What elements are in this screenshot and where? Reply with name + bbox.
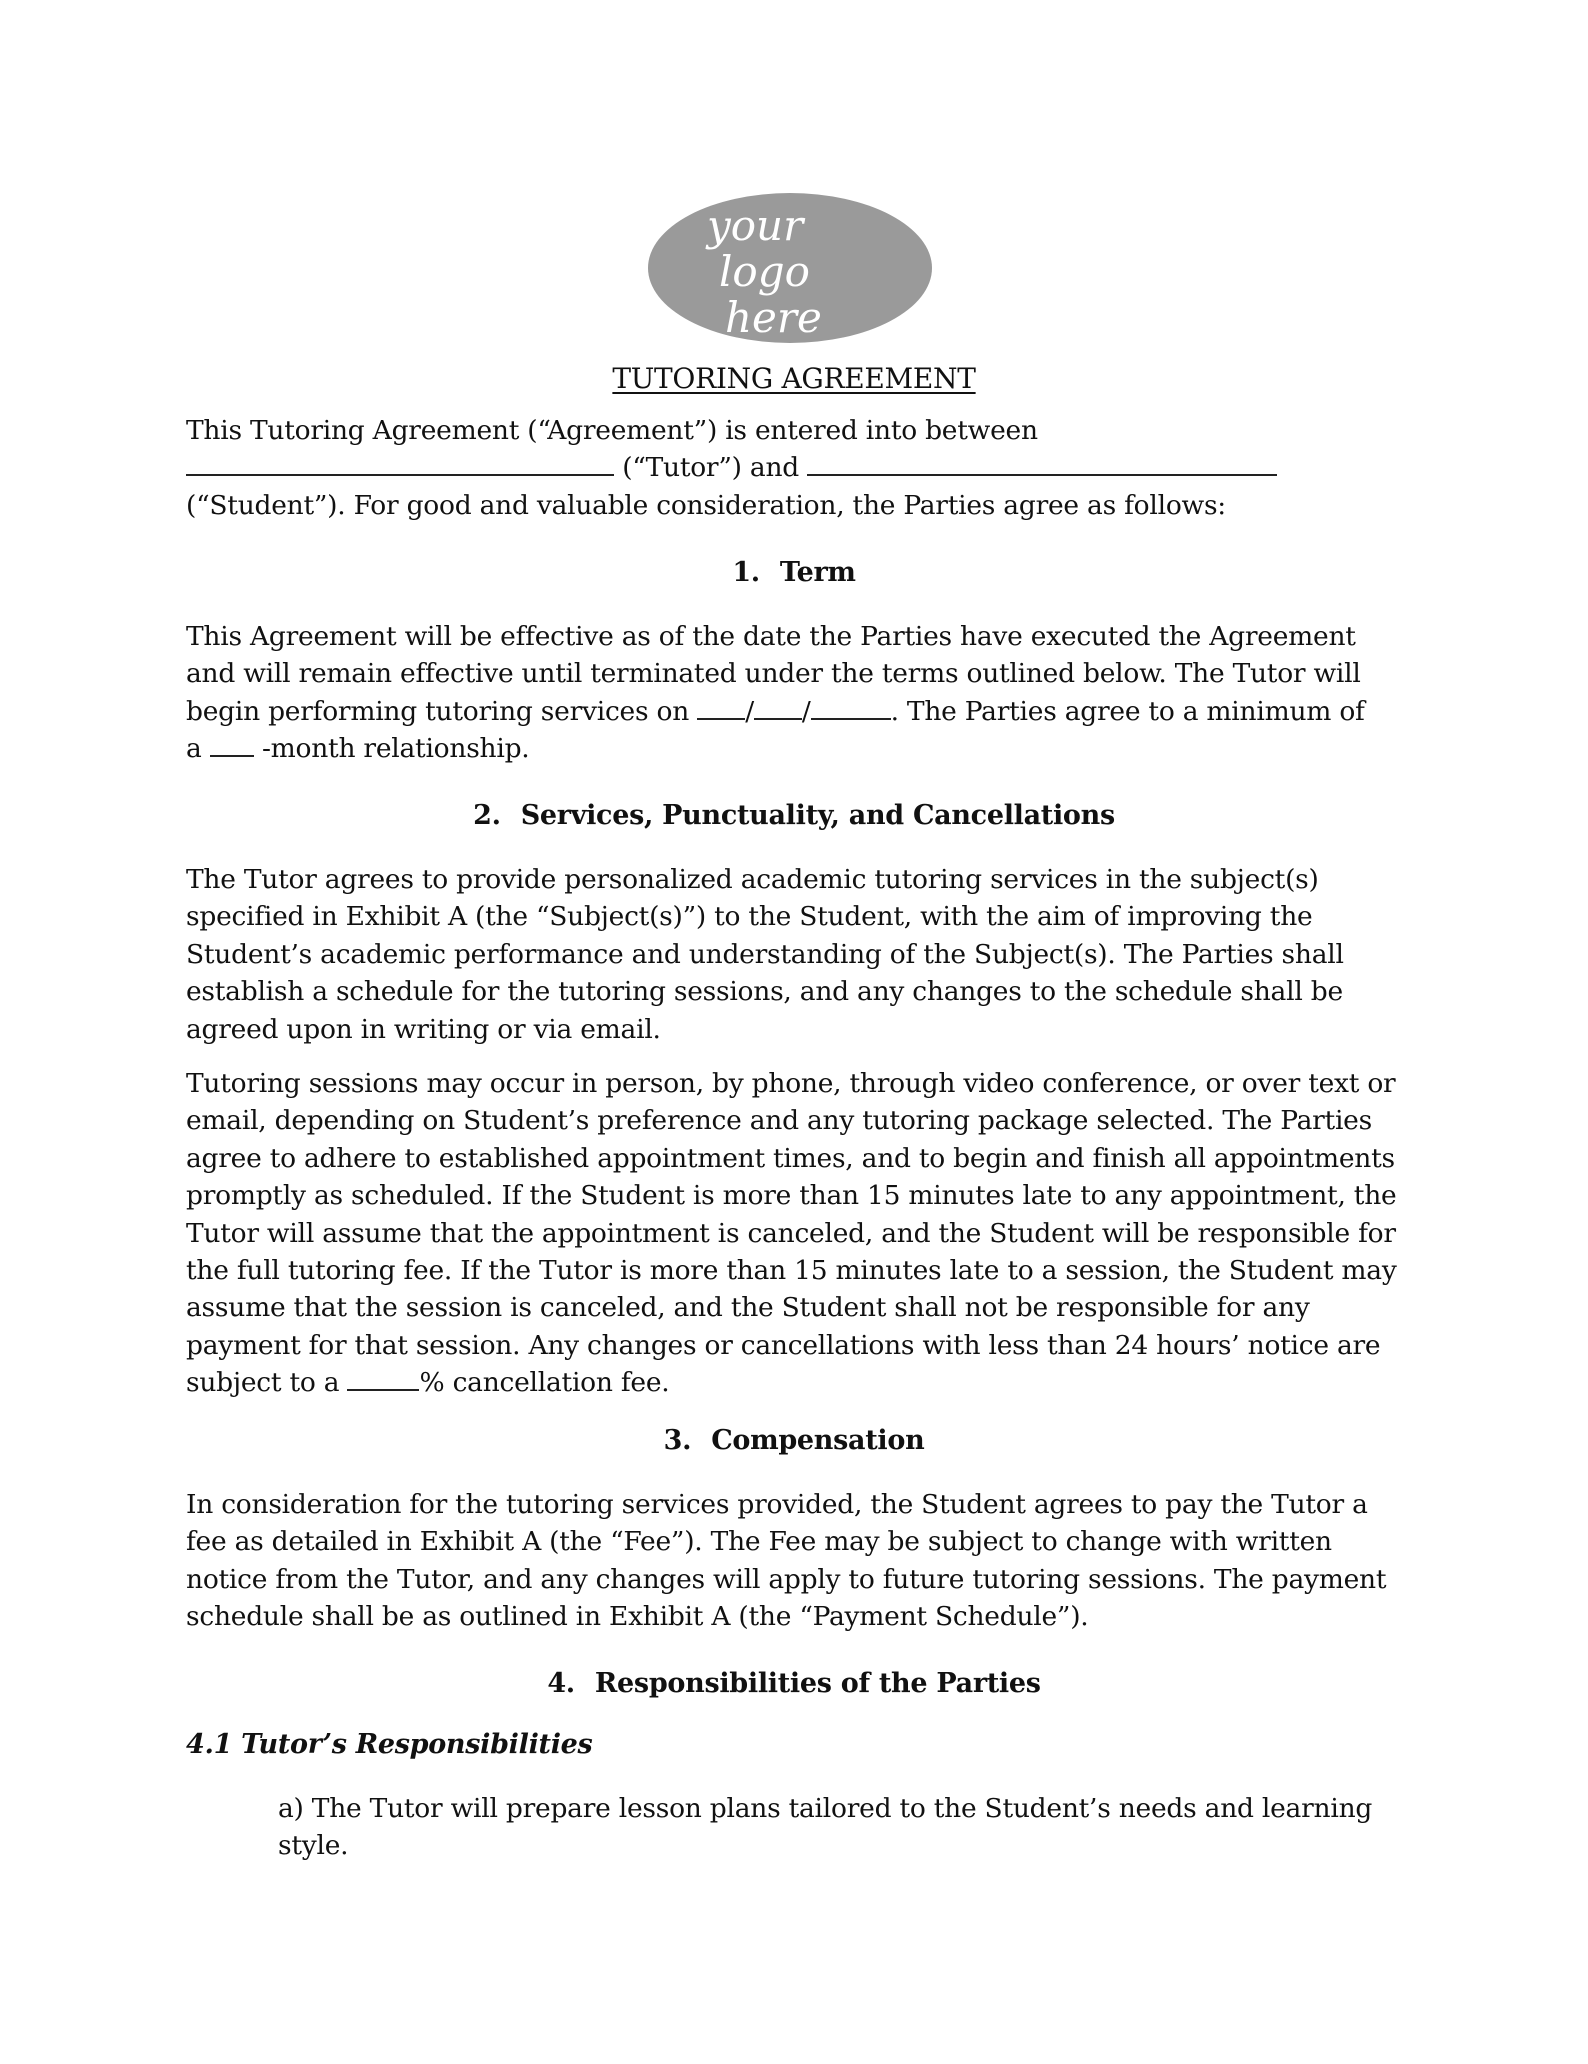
intro-line-2 [186,449,1426,486]
student-name-blank[interactable] [807,450,1277,476]
section-number: 4. [547,1668,575,1699]
section-number: 3. [663,1425,692,1456]
term-line-2: and will remain effective until terminated under the terms outlined below. The Tutor will [186,658,1361,690]
services-p1-line: agreed upon in writing or via email. [186,1013,661,1045]
intro-line-3: (“Student”). For good and valuable consideration, the Parties agree as follows: [186,489,1226,521]
section-title: Term [779,557,856,588]
services-p1-line: The Tutor agrees to provide personalized academic tutoring services in the subject(s) [186,864,1319,895]
intro-tutor-label: (“Tutor”) and [622,452,799,484]
section-title: Compensation [711,1425,925,1456]
services-p1-line: specified in Exhibit A (the “Subject(s)”) to the Student, with the aim of improving the [186,901,1313,933]
section-heading-compensation [0,1425,1588,1456]
section-heading-responsibilities [0,1668,1588,1699]
section-heading-term [0,557,1588,588]
services-p2-line: agree to adhere to established appointment times, and to begin and finish all appointments [186,1142,1395,1174]
term-paragraph [186,618,1426,768]
term-line-3-tail: . The Parties agree to a minimum of [890,695,1365,727]
start-day-blank[interactable] [754,694,802,720]
term-line-3 [186,693,1426,730]
services-p2-line: payment for that session. Any changes or cancellations with less than 24 hours’ notice are [186,1329,1381,1361]
compensation-line: notice from the Tutor, and any changes will apply to future tutoring sessions. The payment [186,1563,1387,1595]
start-year-blank[interactable] [811,694,891,720]
compensation-line: fee as detailed in Exhibit A (the “Fee”). The Fee may be subject to change with written [186,1526,1332,1558]
subheading-tutor-responsibilities: 4.1 Tutor’s Responsibilities [186,1729,593,1760]
services-p1-line: Student’s academic performance and understanding of the Subject(s). The Parties shall [186,938,1344,970]
term-line-1: This Agreement will be effective as of the date the Parties have executed the Agreement [186,621,1356,652]
services-paragraph-1 [186,861,1426,1048]
document-title: TUTORING AGREEMENT [612,362,976,395]
date-separator: / [801,695,811,727]
compensation-paragraph [186,1486,1426,1636]
compensation-line: In consideration for the tutoring services provided, the Student agrees to pay the Tutor a [186,1489,1368,1520]
services-p2-line: Tutor will assume that the appointment is canceled, and the Student will be responsible for [186,1217,1396,1249]
services-p2-last-tail: % cancellation fee. [419,1367,670,1399]
services-p1-line: establish a schedule for the tutoring sessions, and any changes to the schedule shall be [186,976,1343,1008]
section-title: Responsibilities of the Parties [594,1668,1041,1699]
section-title: Services, Punctuality, and Cancellations [520,800,1115,831]
services-p2-line: promptly as scheduled. If the Student is more than 15 minutes late to any appointment, the [186,1180,1397,1212]
services-p2-last-line [186,1364,1426,1401]
services-p2-line: the full tutoring fee. If the Tutor is more than 15 minutes late to a session, the Student may [186,1254,1397,1286]
start-month-blank[interactable] [697,694,745,720]
intro-line-1: This Tutoring Agreement (“Agreement”) is entered into between [186,415,1038,446]
section-heading-services [0,800,1588,831]
item-a-line-2: style. [278,1830,349,1862]
services-p2-line: Tutoring sessions may occur in person, by phone, through video conference, or over text or [186,1068,1396,1099]
term-line-4-lead: a [186,733,202,765]
section-number: 1. [732,557,760,588]
date-separator: / [745,695,754,727]
logo-text-line-3: here [725,293,822,342]
term-line-4 [186,730,1426,767]
term-line-4-tail: -month relationship. [261,733,530,765]
logo-placeholder [647,192,933,344]
section-number: 2. [473,800,501,831]
services-p2-last-lead: subject to a [186,1367,340,1399]
logo-text-line-2: logo [719,247,810,296]
item-a-line-1: a) The Tutor will prepare lesson plans tailored to the Student’s needs and learning [278,1793,1373,1824]
intro-paragraph [186,412,1426,524]
term-line-3-text: begin performing tutoring services on [186,695,690,727]
minimum-months-blank[interactable] [210,731,254,757]
cancellation-fee-blank[interactable] [347,1365,419,1391]
compensation-line: schedule shall be as outlined in Exhibit A (the “Payment Schedule”). [186,1601,1089,1633]
tutor-responsibility-item-a [278,1790,1428,1865]
services-paragraph-2 [186,1065,1426,1402]
tutor-name-blank[interactable] [186,450,614,476]
logo-text-line-1: your [707,201,804,250]
services-p2-line: assume that the session is canceled, and the Student shall not be responsible for any [186,1292,1310,1324]
services-p2-line: email, depending on Student’s preference and any tutoring package selected. The Parties [186,1105,1372,1137]
